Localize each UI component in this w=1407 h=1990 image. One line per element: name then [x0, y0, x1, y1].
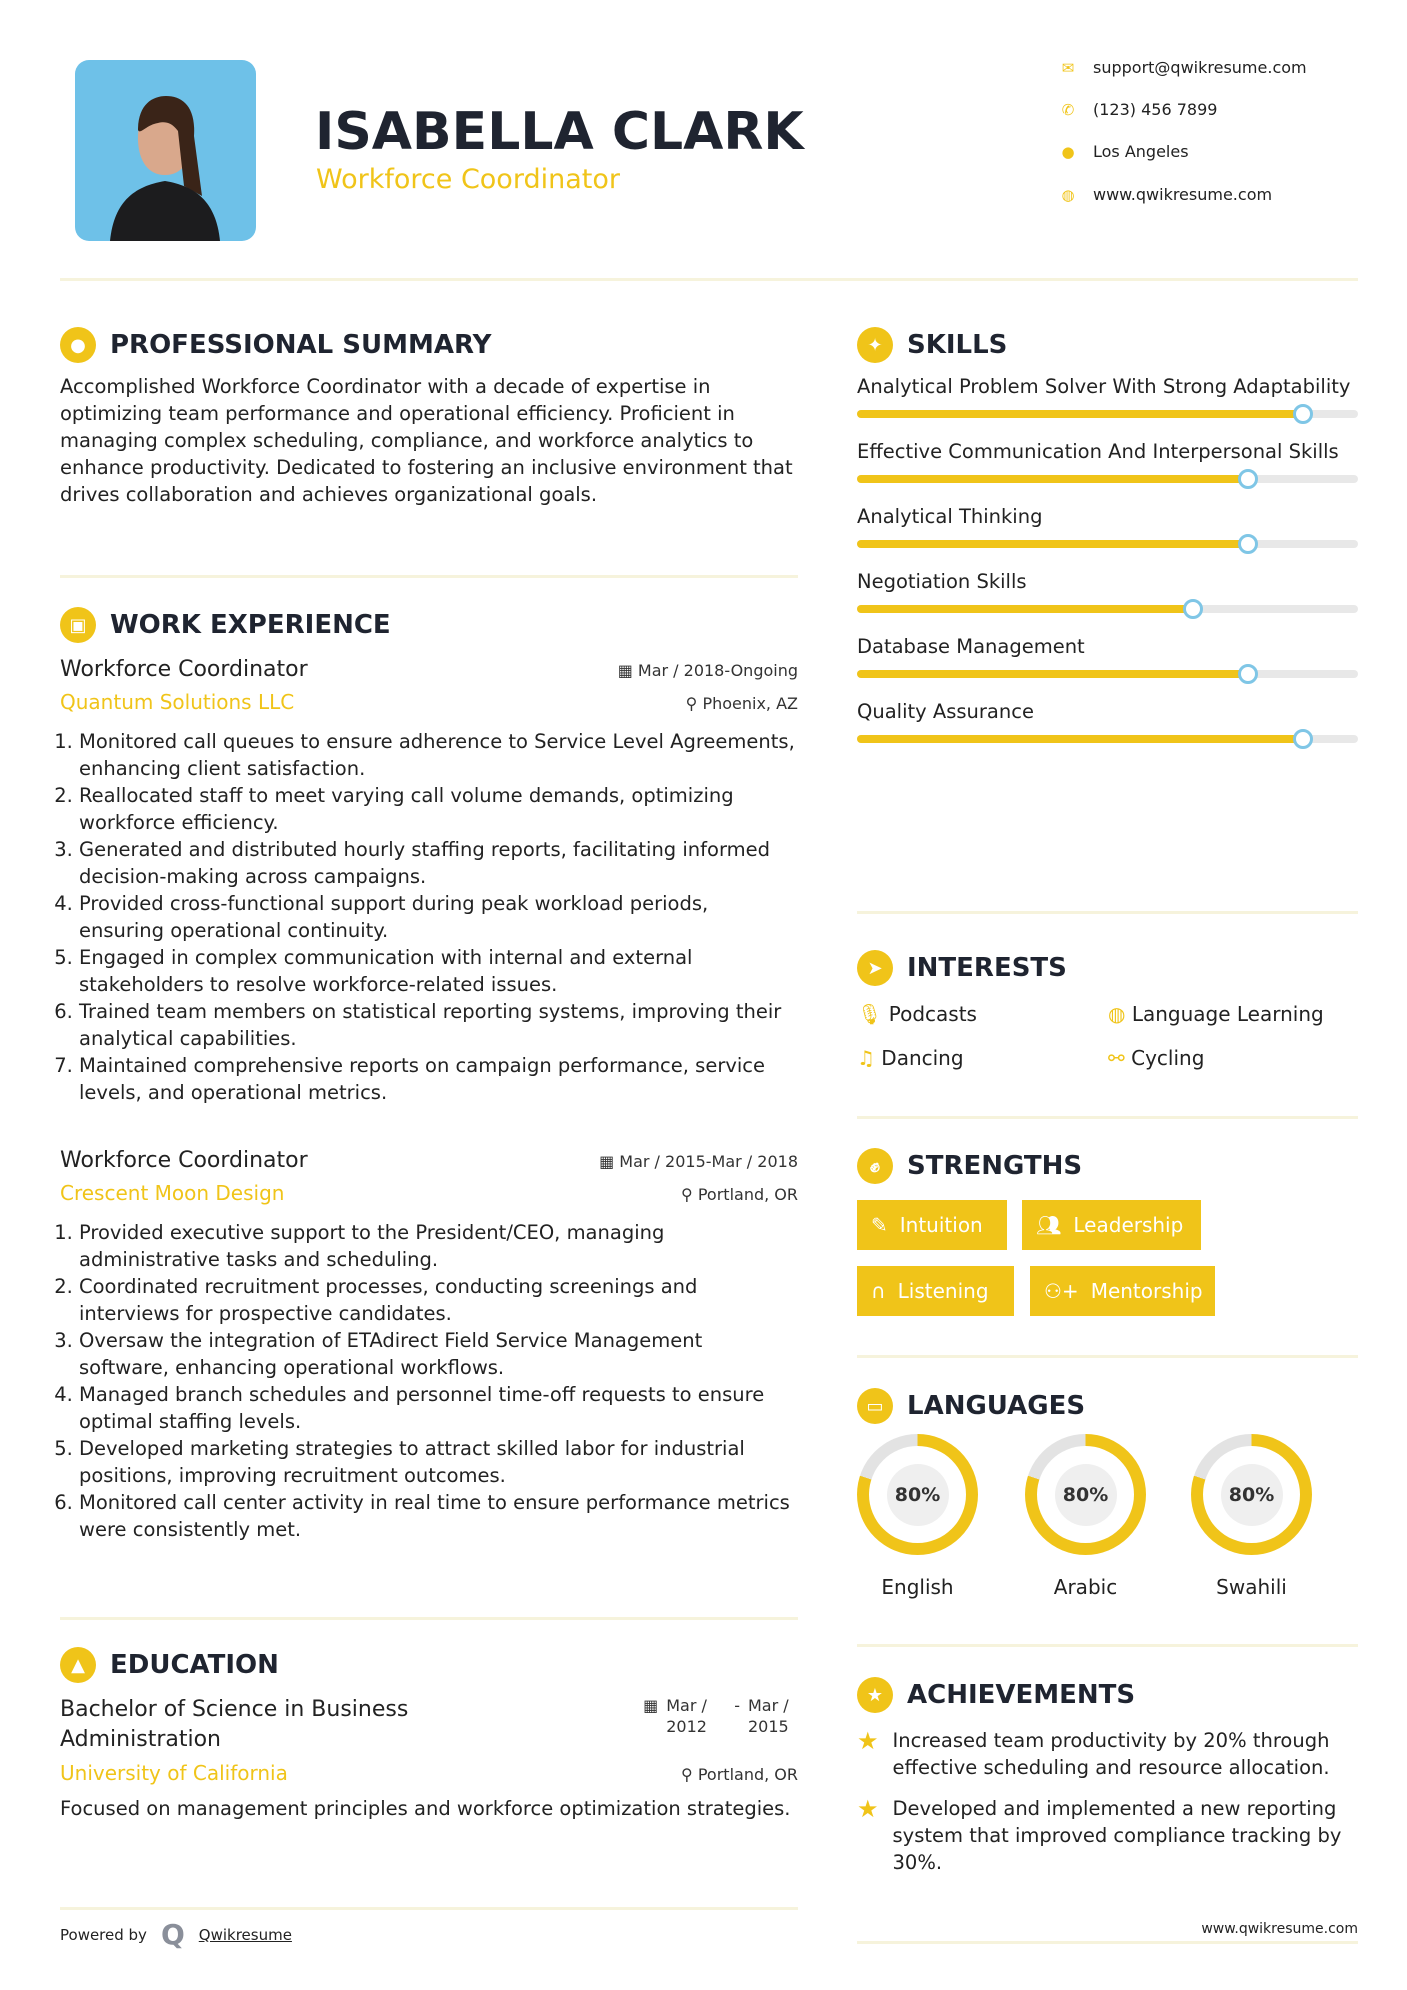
job-date	[599, 1152, 798, 1171]
star-icon: ★	[857, 1795, 879, 1823]
education-date	[643, 1695, 798, 1755]
language-label: English	[881, 1575, 954, 1599]
divider	[857, 1941, 1358, 1944]
user-plus-icon: ⚇+	[1044, 1279, 1079, 1303]
skill-label: Negotiation Skills	[857, 570, 1027, 593]
language-ring	[857, 1434, 978, 1555]
heading-text: SKILLS	[907, 330, 1008, 360]
microphone-icon: 🎙︎	[857, 1002, 889, 1026]
users-icon: 👥︎	[1036, 1213, 1062, 1237]
skill-label: Analytical Thinking	[857, 505, 1043, 528]
skill-bar	[857, 540, 1358, 548]
school-name: University of California	[60, 1761, 288, 1785]
language-percent: 80%	[1055, 1464, 1117, 1526]
heading-text: WORK EXPERIENCE	[110, 610, 391, 640]
skill-item	[857, 698, 1358, 743]
user-icon: ●	[60, 327, 96, 363]
list-item: 4. Managed branch schedules and personnel time-off requests to ensure optimal staffing levels.	[79, 1381, 798, 1435]
divider	[857, 911, 1358, 914]
list-item: 2. Reallocated staff to meet varying call volume demands, optimizing workforce efficiency.	[79, 782, 798, 836]
interest-label: Cycling	[1131, 1046, 1205, 1070]
skills-section	[857, 327, 1358, 763]
footer-url[interactable]: www.qwikresume.com	[1201, 1921, 1358, 1937]
headphones-icon: ∩	[871, 1279, 886, 1303]
divider	[60, 1617, 798, 1620]
music-icon: ♫	[857, 1046, 882, 1070]
interests-heading	[857, 950, 1358, 986]
language-ring	[1191, 1434, 1312, 1555]
paper-plane-icon: ➤	[857, 950, 893, 986]
interest-item	[1108, 1046, 1358, 1070]
skill-knob	[1238, 534, 1258, 554]
language-label: Arabic	[1053, 1575, 1118, 1599]
languages-heading-wrap	[857, 1388, 1085, 1424]
skill-knob	[1293, 404, 1313, 424]
list-item: 2. Coordinated recruitment processes, conducting screenings and interviews for prospective candidates.	[79, 1273, 798, 1327]
divider	[60, 575, 798, 578]
strength-tag	[857, 1266, 1014, 1316]
globe-icon: ◍	[1108, 1002, 1132, 1026]
skill-knob	[1238, 469, 1258, 489]
candidate-name: ISABELLA CLARK	[315, 102, 804, 162]
skill-bar	[857, 475, 1358, 483]
language-item	[857, 1434, 978, 1599]
pin-icon: ⚲	[681, 1185, 698, 1204]
skill-label: Effective Communication And Interpersonal Skills	[857, 440, 1339, 463]
achievement-text: Developed and implemented a new reporting system that improved compliance tracking by 30%.	[892, 1797, 1342, 1874]
job-title: Workforce Coordinator	[60, 657, 308, 682]
language-percent: 80%	[887, 1464, 949, 1526]
skill-item	[857, 373, 1358, 418]
job-entry	[60, 657, 798, 1106]
divider	[857, 1116, 1358, 1119]
languages-heading	[857, 1388, 1085, 1424]
candidate-title: Workforce Coordinator	[316, 164, 620, 195]
contact-email[interactable]	[1059, 58, 1307, 77]
strength-tag	[1030, 1266, 1215, 1316]
degree: Bachelor of Science in Business Administration	[60, 1697, 409, 1752]
skill-item	[857, 503, 1358, 548]
skill-item	[857, 568, 1358, 613]
heading-text: PROFESSIONAL SUMMARY	[110, 330, 492, 360]
experience-heading	[60, 607, 798, 643]
profile-photo	[75, 60, 256, 241]
heading-text: LANGUAGES	[907, 1391, 1086, 1421]
divider	[857, 1355, 1358, 1358]
skill-fill	[857, 475, 1248, 483]
skill-item	[857, 633, 1358, 678]
skill-label: Quality Assurance	[857, 700, 1034, 723]
envelope-icon: ✉	[1061, 58, 1075, 77]
strengths-heading-wrap	[857, 1148, 1082, 1184]
graduation-icon: ▲	[60, 1647, 96, 1683]
heading-text: INTERESTS	[907, 953, 1067, 983]
language-ring	[1025, 1434, 1146, 1555]
fist-icon: ✊︎	[857, 1148, 893, 1184]
company-name: Crescent Moon Design	[60, 1181, 285, 1205]
achievements-section	[857, 1677, 1358, 1876]
heading-text: ACHIEVEMENTS	[907, 1680, 1136, 1710]
skill-fill	[857, 540, 1248, 548]
contact-phone	[1059, 100, 1217, 119]
location-text: Phoenix, AZ	[702, 694, 798, 713]
pin-icon: ⚲	[685, 694, 703, 713]
list-item: 1. Provided executive support to the President/CEO, managing administrative tasks and scheduling.	[79, 1219, 798, 1273]
interests-section	[857, 950, 1358, 1070]
skill-item	[857, 438, 1358, 483]
skill-bar	[857, 735, 1358, 743]
skill-knob	[1238, 664, 1258, 684]
job-entry	[60, 1148, 798, 1543]
achievement-item	[857, 1795, 1358, 1876]
interest-label: Dancing	[881, 1046, 964, 1070]
strengths-heading	[857, 1148, 1082, 1184]
job-location	[686, 694, 798, 713]
contact-text: (123) 456 7899	[1093, 100, 1218, 119]
skill-bar	[857, 670, 1358, 678]
job-location	[681, 1185, 798, 1204]
education-section	[60, 1647, 798, 1822]
lightbulb-icon: ✦	[857, 327, 893, 363]
skill-fill	[857, 735, 1303, 743]
interest-label: Language Learning	[1131, 1002, 1324, 1026]
map-pin-icon: ●	[1061, 142, 1075, 161]
contact-location	[1059, 142, 1189, 161]
achievements-heading	[857, 1677, 1358, 1713]
summary-section	[60, 327, 798, 508]
strength-tag	[857, 1200, 1007, 1250]
bicycle-icon: ⚯	[1108, 1046, 1132, 1070]
strength-tag	[1022, 1200, 1201, 1250]
briefcase-icon: ▣	[60, 607, 96, 643]
list-item: 5. Engaged in complex communication with internal and external stakeholders to resolve workforce-related issues.	[79, 944, 798, 998]
skill-label: Analytical Problem Solver With Strong Adaptability	[857, 375, 1351, 398]
globe-icon: ◍	[1061, 185, 1075, 204]
language-card-icon: ▭	[857, 1388, 893, 1424]
calendar-icon: ▦	[599, 1152, 620, 1171]
contact-text: www.qwikresume.com	[1093, 185, 1273, 204]
list-item: 7. Maintained comprehensive reports on campaign performance, service levels, and operational metrics.	[79, 1052, 798, 1106]
list-item: 1. Monitored call queues to ensure adherence to Service Level Agreements, enhancing client satisfaction.	[79, 728, 798, 782]
tag-label: Mentorship	[1090, 1279, 1203, 1303]
achievement-item	[857, 1727, 1358, 1781]
calendar-icon: ▦	[643, 1696, 659, 1715]
tag-label: Listening	[897, 1279, 989, 1303]
achievement-text: Increased team productivity by 20% through effective scheduling and resource allocation.	[892, 1729, 1330, 1779]
contact-text: Los Angeles	[1093, 142, 1189, 161]
interest-label: Podcasts	[888, 1002, 977, 1026]
list-item: 3. Generated and distributed hourly staffing reports, facilitating informed decision-making across campaigns.	[79, 836, 798, 890]
location-text: Portland, OR	[697, 1185, 798, 1204]
contact-text: support@qwikresume.com	[1093, 58, 1307, 77]
date-start: Mar / 2012	[666, 1696, 707, 1736]
skill-label: Database Management	[857, 635, 1085, 658]
summary-heading	[60, 327, 798, 363]
company-name: Quantum Solutions LLC	[60, 690, 295, 714]
job-title: Workforce Coordinator	[60, 1148, 308, 1173]
date-end: Mar / 2015	[748, 1696, 789, 1736]
magic-wand-icon: ✎	[871, 1213, 888, 1237]
summary-text: Accomplished Workforce Coordinator with a decade of expertise in optimizing team performance and operational efficiency. Proficient in managing complex scheduling, compliance, and workforce analytics to enhance productivity. Dedicated to fostering an inclusive environment that drives collaboration and achieves organizational goals.	[60, 375, 793, 506]
skills-heading	[857, 327, 1358, 363]
language-label: Swahili	[1216, 1575, 1287, 1599]
job-duties	[60, 1219, 798, 1543]
experience-section	[60, 607, 798, 1106]
skill-fill	[857, 410, 1303, 418]
interest-item	[1108, 1002, 1358, 1026]
date-sep: -	[734, 1696, 740, 1715]
list-item: 6. Monitored call center activity in real time to ensure performance metrics were consistently met.	[79, 1489, 798, 1543]
skill-fill	[857, 605, 1193, 613]
date-text: Mar / 2018-Ongoing	[637, 661, 798, 680]
skill-knob	[1183, 599, 1203, 619]
skill-bar	[857, 605, 1358, 613]
date-text: Mar / 2015-Mar / 2018	[619, 1152, 798, 1171]
list-item: 6. Trained team members on statistical reporting systems, improving their analytical capabilities.	[79, 998, 798, 1052]
star-badge-icon: ★	[857, 1677, 893, 1713]
divider	[857, 1644, 1358, 1647]
job-duties	[60, 728, 798, 1106]
phone-icon: ✆	[1061, 100, 1075, 119]
pin-icon: ⚲	[681, 1765, 698, 1784]
powered-label: Powered by	[60, 1925, 147, 1944]
language-percent: 80%	[1221, 1464, 1283, 1526]
location-text: Portland, OR	[697, 1765, 798, 1784]
education-heading	[60, 1647, 798, 1683]
heading-text: STRENGTHS	[907, 1151, 1083, 1181]
tag-label: Intuition	[899, 1213, 983, 1237]
list-item: 3. Oversaw the integration of ETAdirect Field Service Management software, enhancing operational workflows.	[79, 1327, 798, 1381]
school-location	[681, 1765, 798, 1784]
education-text: Focused on management principles and workforce optimization strategies.	[60, 1797, 791, 1820]
skill-fill	[857, 670, 1248, 678]
heading-text: EDUCATION	[110, 1650, 279, 1680]
star-icon: ★	[857, 1727, 879, 1755]
list-item: 5. Developed marketing strategies to attract skilled labor for industrial positions, improving recruitment outcomes.	[79, 1435, 798, 1489]
header-divider	[60, 278, 1358, 281]
powered-by	[60, 1918, 292, 1951]
qwikresume-logo-icon: Q	[160, 1918, 185, 1951]
language-item	[1025, 1434, 1146, 1599]
contact-website[interactable]	[1059, 185, 1272, 204]
divider	[60, 1907, 798, 1910]
language-item	[1191, 1434, 1312, 1599]
skill-knob	[1293, 729, 1313, 749]
interest-item	[857, 1046, 1108, 1070]
list-item: 4. Provided cross-functional support during peak workload periods, ensuring operational continuity.	[79, 890, 798, 944]
job-date	[618, 661, 798, 680]
qwikresume-link[interactable]: Qwikresume	[198, 1925, 292, 1944]
tag-label: Leadership	[1073, 1213, 1184, 1237]
interest-item	[857, 1002, 1108, 1026]
skill-bar	[857, 410, 1358, 418]
calendar-icon: ▦	[617, 661, 638, 680]
